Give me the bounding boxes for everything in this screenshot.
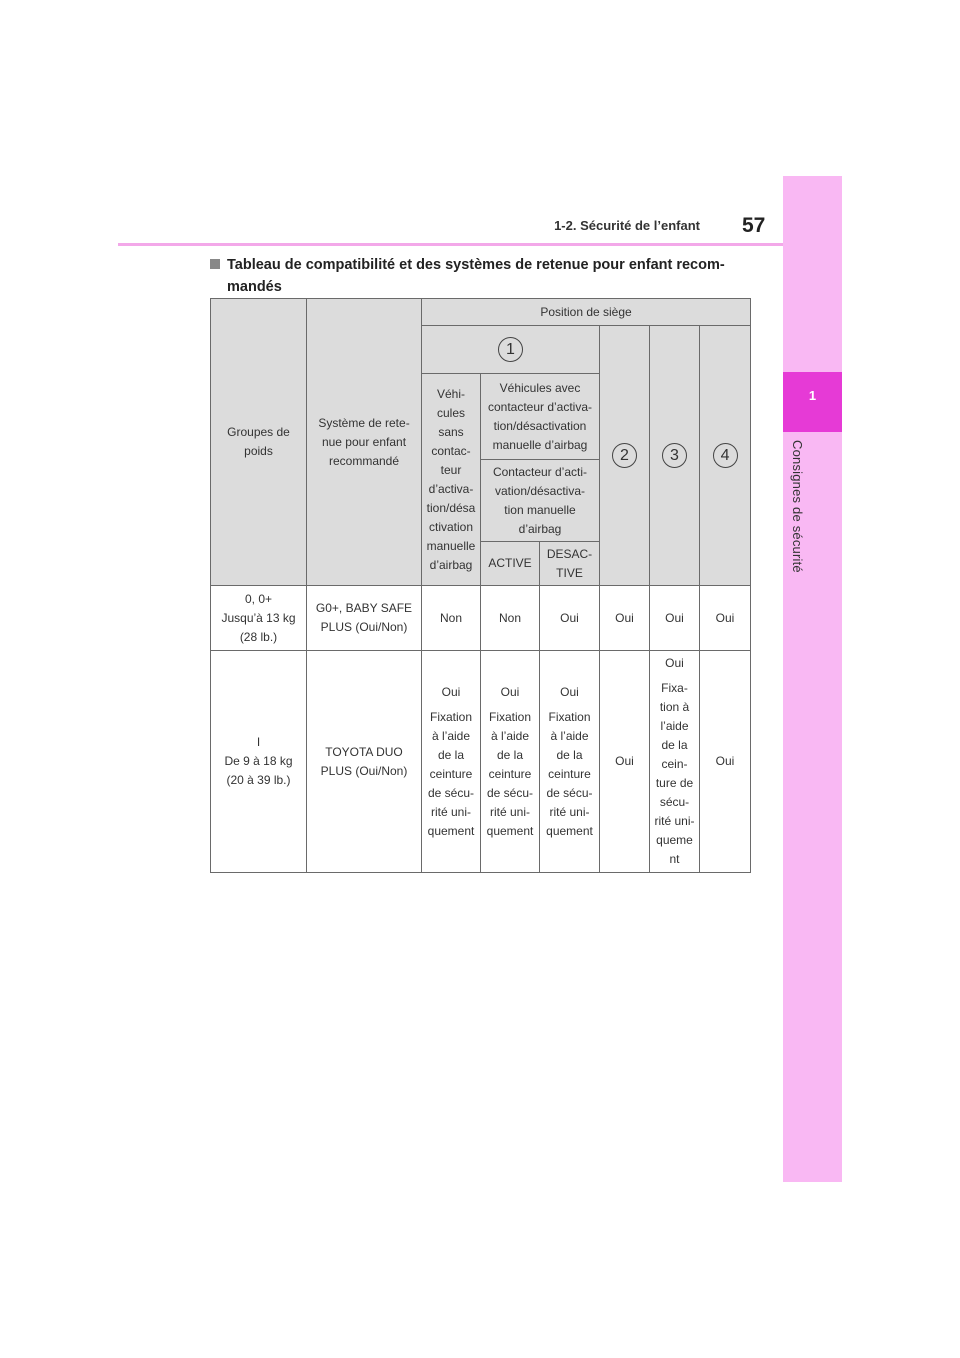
value-cell: Oui Fixation à l’aide de la ceinture de sécu- rité uni- quement	[422, 651, 481, 873]
seat-2-circle-icon: 2	[612, 443, 637, 468]
value-cell: Oui	[700, 651, 751, 873]
section-title	[210, 254, 750, 298]
vehicle-with-switch-header: Véhicules avec contacteur d’activa- tion/désactivation manuelle d’airbag	[481, 374, 600, 460]
value-cell: Oui	[540, 586, 600, 651]
section-title-line2: mandés	[227, 279, 282, 295]
seat-3-header	[650, 326, 700, 586]
value-cell: Oui	[700, 586, 751, 651]
value-cell: Oui Fixa- tion à l’aide de la cein- ture de sécu- rité uni- queme nt	[650, 651, 700, 873]
seat-2-header	[600, 326, 650, 586]
vehicle-no-switch-header: Véhi- cules sans contac- teur d’activa- tion/désa ctivation manuelle d’airbag	[422, 374, 481, 586]
chapter-title: Consignes de sécurité	[790, 440, 805, 573]
desactive-header: DESAC- TIVE	[540, 542, 600, 586]
seat-3-circle-icon: 3	[662, 443, 687, 468]
seat-position-header: Position de siège	[422, 299, 751, 326]
chapter-number: 1	[808, 388, 817, 403]
value-cell: Oui	[600, 586, 650, 651]
system-cell: TOYOTA DUO PLUS (Oui/Non)	[307, 651, 422, 873]
table-row	[211, 651, 751, 873]
value-cell: Oui Fixation à l’aide de la ceinture de sécu- rité uni- quement	[540, 651, 600, 873]
chapter-side-tab	[783, 176, 842, 1182]
value-cell: Oui	[600, 651, 650, 873]
page-number: 57	[742, 214, 766, 237]
seat-1-header	[422, 326, 600, 374]
section-header: 1-2. Sécurité de l’enfant	[554, 218, 700, 233]
weight-group-header: Groupes de poids	[211, 299, 307, 586]
active-header: ACTIVE	[481, 542, 540, 586]
seat-4-header	[700, 326, 751, 586]
system-header: Système de rete- nue pour enfant recommandé	[307, 299, 422, 586]
header-rule	[118, 243, 783, 246]
value-cell: Oui	[650, 586, 700, 651]
weight-group-cell: 0, 0+ Jusqu’à 13 kg (28 lb.)	[211, 586, 307, 651]
switch-label-header: Contacteur d’acti- vation/désactiva- tion manuelle d’airbag	[481, 460, 600, 542]
compatibility-table	[210, 298, 751, 873]
square-bullet-icon	[210, 259, 220, 269]
table-row	[211, 586, 751, 651]
value-cell: Oui Fixation à l’aide de la ceinture de sécu- rité uni- quement	[481, 651, 540, 873]
seat-4-circle-icon: 4	[713, 443, 738, 468]
value-cell: Non	[422, 586, 481, 651]
value-cell: Non	[481, 586, 540, 651]
section-title-line1: Tableau de compatibilité et des systèmes de retenue pour enfant recom-	[227, 257, 725, 273]
system-cell: G0+, BABY SAFE PLUS (Oui/Non)	[307, 586, 422, 651]
seat-1-circle-icon: 1	[498, 337, 523, 362]
weight-group-cell: I De 9 à 18 kg (20 à 39 lb.)	[211, 651, 307, 873]
